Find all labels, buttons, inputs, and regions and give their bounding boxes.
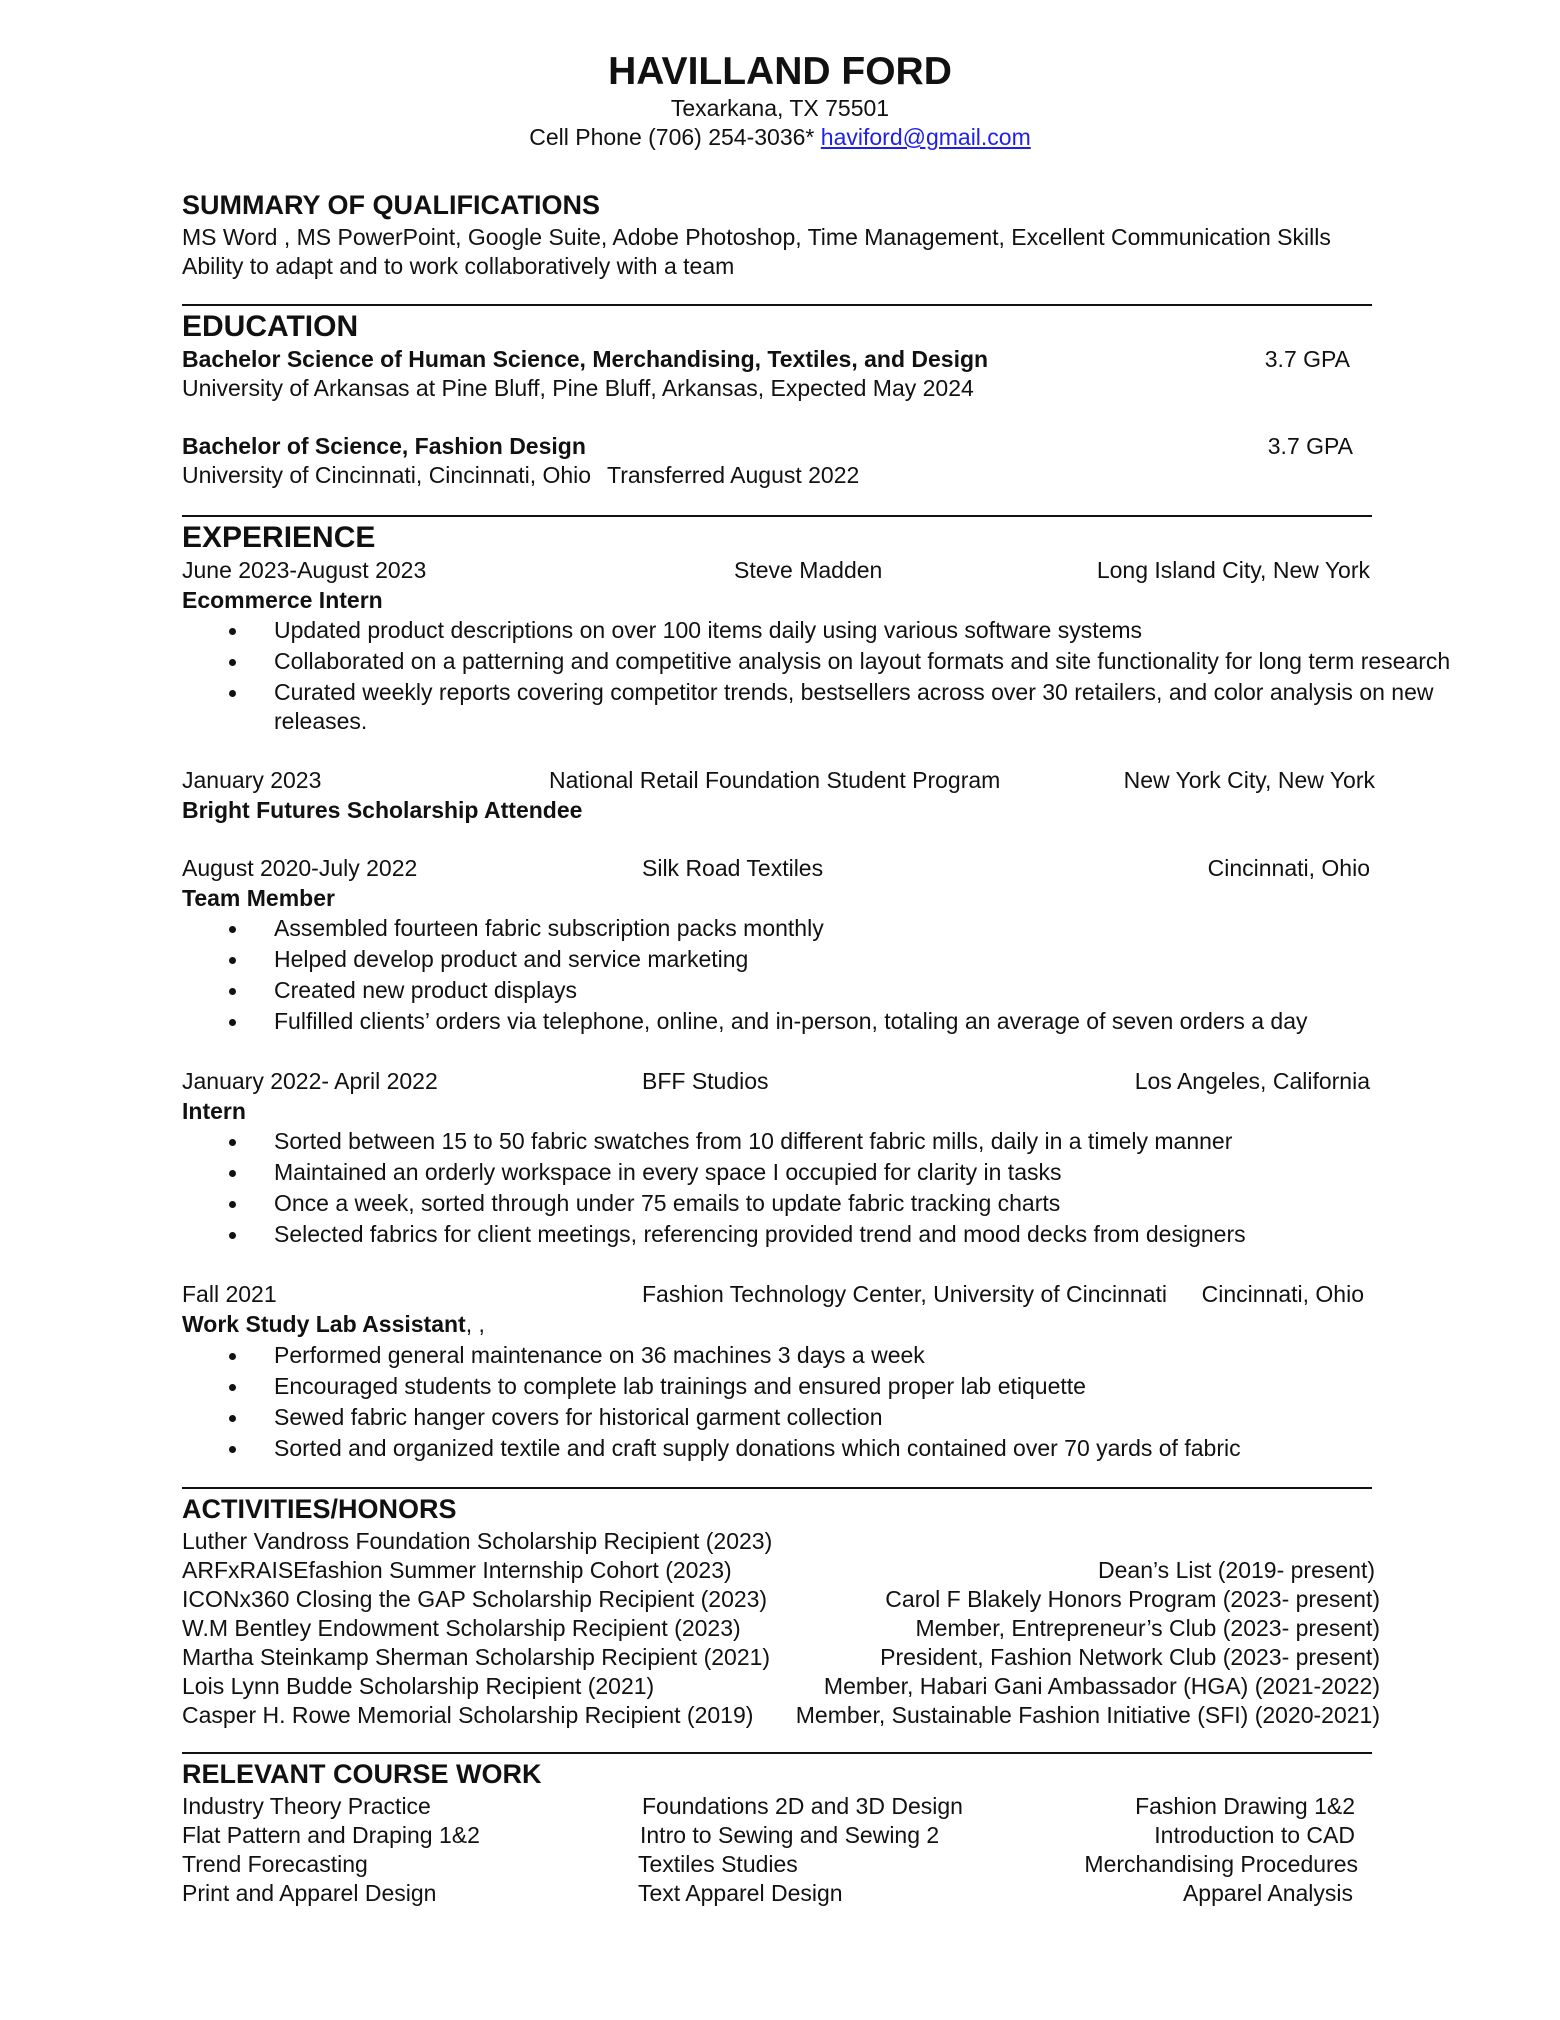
bullet-dot bbox=[229, 1415, 236, 1422]
school: University of Arkansas at Pine Bluff, Pine Bluff, Arkansas, Expected May 2024 bbox=[182, 375, 974, 401]
job-title: Team Member bbox=[182, 885, 335, 911]
honor-item: Martha Steinkamp Sherman Scholarship Recipient (2021) bbox=[182, 1644, 771, 1670]
job-title: Intern bbox=[182, 1098, 246, 1124]
course-item: Apparel Analysis bbox=[1182, 1880, 1353, 1906]
activity-item: President, Fashion Network Club (2023- present) bbox=[880, 1644, 1380, 1670]
honor-item: ICONx360 Closing the GAP Scholarship Recipient (2023) bbox=[182, 1586, 768, 1612]
job-location: Long Island City, New York bbox=[1096, 557, 1370, 583]
job-title-suffix: , , bbox=[465, 1311, 485, 1337]
bullet-dot bbox=[229, 1232, 236, 1239]
bullet-dot bbox=[229, 1353, 236, 1360]
bullet-dot bbox=[229, 1201, 236, 1208]
email-link[interactable]: haviford@gmail.com bbox=[820, 124, 1031, 150]
job-location: Cincinnati, Ohio bbox=[1201, 1281, 1364, 1307]
summary-line: MS Word , MS PowerPoint, Google Suite, Adobe Photoshop, Time Management, Excellent Communication Skills bbox=[182, 224, 1331, 250]
job-bullet: Encouraged students to complete lab trainings and ensured proper lab etiquette bbox=[274, 1373, 1086, 1399]
activity-item: Member, Entrepreneur’s Club (2023- present) bbox=[915, 1615, 1380, 1641]
honor-item: W.M Bentley Endowment Scholarship Recipient (2023) bbox=[182, 1615, 741, 1641]
job-bullet: Fulfilled clients’ orders via telephone, online, and in-person, totaling an average of seven orders a day bbox=[274, 1008, 1308, 1034]
job-dates: Fall 2021 bbox=[182, 1281, 277, 1307]
job-company: Steve Madden bbox=[734, 557, 883, 583]
divider bbox=[182, 1487, 1372, 1489]
job-title: Ecommerce Intern bbox=[182, 587, 383, 613]
course-item: Print and Apparel Design bbox=[182, 1880, 437, 1906]
job-bullet: Updated product descriptions on over 100 items daily using various software systems bbox=[274, 617, 1143, 643]
bullet-dot bbox=[229, 1019, 236, 1026]
job-bullet: Collaborated on a patterning and competitive analysis on layout formats and site functionality for long term research bbox=[274, 648, 1451, 674]
job-title: Bright Futures Scholarship Attendee bbox=[182, 797, 583, 823]
course-item: Textiles Studies bbox=[638, 1851, 798, 1877]
summary-line: Ability to adapt and to work collaboratively with a team bbox=[182, 253, 735, 279]
job-bullet: Assembled fourteen fabric subscription packs monthly bbox=[274, 915, 824, 941]
job-bullet: Sorted between 15 to 50 fabric swatches from 10 different fabric mills, daily in a timely manner bbox=[274, 1128, 1233, 1154]
bullet-dot bbox=[229, 1384, 236, 1391]
job-bullet: Sewed fabric hanger covers for historical garment collection bbox=[274, 1404, 883, 1430]
bullet-dot bbox=[229, 628, 236, 635]
bullet-dot bbox=[229, 659, 236, 666]
divider bbox=[182, 304, 1372, 306]
job-dates: January 2023 bbox=[182, 767, 322, 793]
job-bullet: Maintained an orderly workspace in every space I occupied for clarity in tasks bbox=[274, 1159, 1062, 1185]
education-heading: EDUCATION bbox=[182, 310, 359, 343]
job-dates: August 2020-July 2022 bbox=[182, 855, 418, 881]
course-item: Industry Theory Practice bbox=[182, 1793, 431, 1819]
bullet-dot bbox=[229, 1139, 236, 1146]
activity-item: Member, Habari Gani Ambassador (HGA) (2021-2022) bbox=[823, 1673, 1380, 1699]
gpa: 3.7 GPA bbox=[1267, 433, 1353, 459]
transfer-note: Transferred August 2022 bbox=[607, 462, 860, 488]
job-bullet: Selected fabrics for client meetings, referencing provided trend and mood decks from designers bbox=[274, 1221, 1246, 1247]
candidate-name: HAVILLAND FORD bbox=[608, 50, 952, 93]
school: University of Cincinnati, Cincinnati, Ohio bbox=[182, 462, 592, 488]
job-bullet: Curated weekly reports covering competitor trends, bestsellers across over 30 retailers, and color analysis on new bbox=[274, 679, 1434, 705]
honor-item: Lois Lynn Budde Scholarship Recipient (2021) bbox=[182, 1673, 655, 1699]
divider bbox=[182, 1752, 1372, 1754]
activity-item: Member, Sustainable Fashion Initiative (SFI) (2020-2021) bbox=[795, 1702, 1380, 1728]
honor-item: Casper H. Rowe Memorial Scholarship Recipient (2019) bbox=[182, 1702, 754, 1728]
honor-item: ARFxRAISEfashion Summer Internship Cohort (2023) bbox=[182, 1557, 732, 1583]
phone: Cell Phone (706) 254-3036* bbox=[529, 124, 815, 150]
course-item: Fashion Drawing 1&2 bbox=[1135, 1793, 1355, 1819]
job-bullet: Sorted and organized textile and craft supply donations which contained over 70 yards of fabric bbox=[274, 1435, 1241, 1461]
job-location: Los Angeles, California bbox=[1134, 1068, 1370, 1094]
job-dates: January 2022- April 2022 bbox=[182, 1068, 438, 1094]
job-bullet: Helped develop product and service marketing bbox=[274, 946, 749, 972]
course-item: Introduction to CAD bbox=[1154, 1822, 1355, 1848]
honor-item: Luther Vandross Foundation Scholarship Recipient (2023) bbox=[182, 1528, 773, 1554]
job-bullet-continuation: releases. bbox=[274, 708, 368, 734]
job-company: National Retail Foundation Student Program bbox=[549, 767, 1001, 793]
summary-heading: SUMMARY OF QUALIFICATIONS bbox=[182, 190, 600, 220]
course-item: Intro to Sewing and Sewing 2 bbox=[640, 1822, 940, 1848]
coursework-heading: RELEVANT COURSE WORK bbox=[182, 1759, 542, 1789]
activities-heading: ACTIVITIES/HONORS bbox=[182, 1494, 457, 1524]
contact-line bbox=[529, 126, 1031, 149]
activity-item: Dean’s List (2019- present) bbox=[1098, 1557, 1375, 1583]
gpa: 3.7 GPA bbox=[1264, 346, 1350, 372]
job-location: New York City, New York bbox=[1123, 767, 1375, 793]
degree: Bachelor Science of Human Science, Merchandising, Textiles, and Design bbox=[182, 346, 989, 372]
degree: Bachelor of Science, Fashion Design bbox=[182, 433, 586, 459]
job-bullet: Created new product displays bbox=[274, 977, 577, 1003]
course-item: Foundations 2D and 3D Design bbox=[642, 1793, 963, 1819]
experience-heading: EXPERIENCE bbox=[182, 521, 376, 554]
location: Texarkana, TX 75501 bbox=[670, 95, 890, 121]
course-item: Text Apparel Design bbox=[638, 1880, 843, 1906]
job-location: Cincinnati, Ohio bbox=[1207, 855, 1370, 881]
job-dates: June 2023-August 2023 bbox=[182, 557, 427, 583]
job-company: Silk Road Textiles bbox=[642, 855, 824, 881]
job-title: Work Study Lab Assistant bbox=[182, 1311, 466, 1337]
bullet-dot bbox=[229, 690, 236, 697]
course-item: Trend Forecasting bbox=[182, 1851, 368, 1877]
bullet-dot bbox=[229, 926, 236, 933]
job-bullet: Once a week, sorted through under 75 emails to update fabric tracking charts bbox=[274, 1190, 1061, 1216]
course-item: Merchandising Procedures bbox=[1084, 1851, 1358, 1877]
bullet-dot bbox=[229, 1170, 236, 1177]
job-company: Fashion Technology Center, University of Cincinnati bbox=[642, 1281, 1168, 1307]
divider bbox=[182, 515, 1372, 517]
bullet-dot bbox=[229, 957, 236, 964]
job-company: BFF Studios bbox=[642, 1068, 769, 1094]
bullet-dot bbox=[229, 988, 236, 995]
course-item: Flat Pattern and Draping 1&2 bbox=[182, 1822, 480, 1848]
bullet-dot bbox=[229, 1446, 236, 1453]
job-title-line bbox=[182, 1313, 485, 1336]
job-bullet: Performed general maintenance on 36 machines 3 days a week bbox=[274, 1342, 925, 1368]
activity-item: Carol F Blakely Honors Program (2023- present) bbox=[885, 1586, 1380, 1612]
